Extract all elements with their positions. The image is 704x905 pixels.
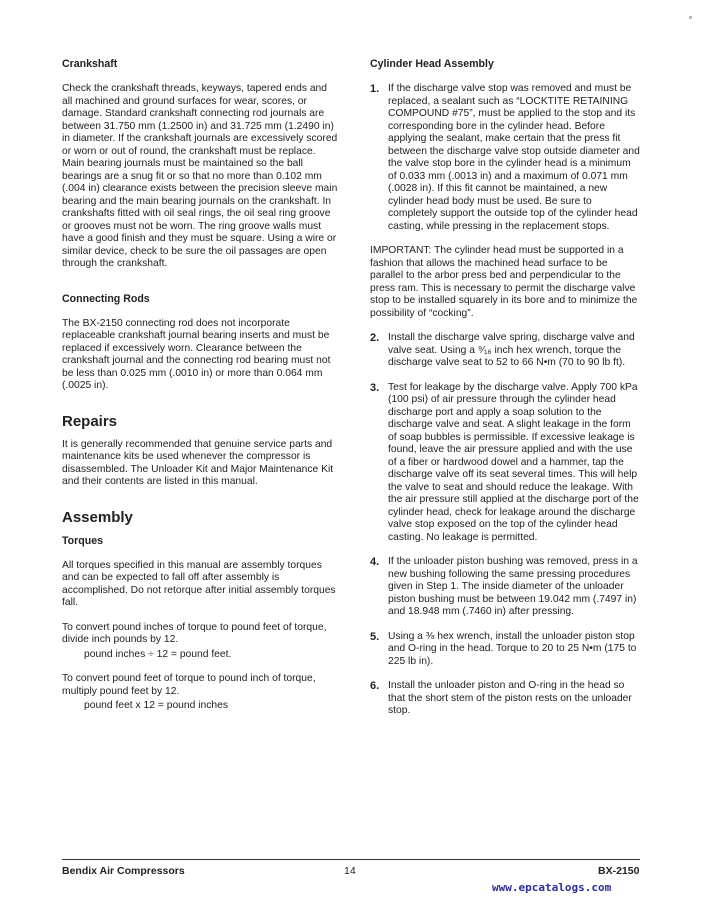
step-5: [370, 631, 640, 669]
step-1: [370, 83, 640, 233]
convert-inch-to-feet: To convert pound inches of torque to pound feet of torque, divide inch pounds by 12.: [62, 621, 327, 645]
formula-feet-to-inch: pound feet x 12 = pound inches: [84, 700, 228, 711]
step-6: [370, 680, 640, 718]
step-number: 6.: [370, 680, 380, 692]
step-number: 4.: [370, 556, 380, 568]
repairs-body: It is generally recommended that genuine service parts and maintenance kits be used whenever the compressor is disassembled. The Unloader Kit and Major Maintenance Kit and their contents are listed in this manual.: [62, 438, 334, 487]
formula-inch-to-feet: pound inches ÷ 12 = pound feet.: [84, 648, 232, 660]
torques-heading: Torques: [62, 534, 104, 547]
footer-divider: [62, 859, 640, 860]
step-2: [370, 332, 640, 370]
cylinder-head-heading: Cylinder Head Assembly: [370, 58, 494, 70]
connecting-rods-body: The BX-2150 connecting rod does not incorporate replaceable crankshaft journal bearing inserts and must be replaced if excessively worn. Clearance between the crankshaft journal and the connecting rod bearing must not be less than 0.025 mm (.0010 in) or more than 0.064 mm (.0025 in).: [62, 317, 331, 391]
torques-body: All torques specified in this manual are assembly torques and can be expected to fall off after assembly is accomplished. Do not retorque after initial assembly torques fall.: [62, 559, 336, 608]
step-text: Test for leakage by the discharge valve. Apply 700 kPa (100 psi) of air pressure through the cylinder head discharge port and apply a soap solution to the discharge valve and seat. A slight leakage in the form of soap bubbles is permissible. If excessive leakage is found, leave the air pressure applied and with the use of a fiber or hardwood dowel and a hammer, tap the discharge valve off its seat several times. This will help the valve to seat and should reduce the leakage. With the air pressure still applied at the discharge port of the cylinder head, check for leakage around the discharge valve stop exposed on the top of the cylinder head casting. No leakage is permitted.: [388, 381, 639, 543]
corner-mark: [689, 16, 692, 19]
crankshaft-body: Check the crankshaft threads, keyways, tapered ends and all machined and ground surfaces for wear, scores, or damage. Standard crankshaft connecting rod journals are between 31.750 mm (1.2500 in) and 31.725 mm (1.2490 in) in diameter. If the crankshaft journals are excessively scored or worn or out of round, the crankshaft must be replace. Main bearing journals must be maintained so the ball bearings are a snug fit or so that no more than 0.102 mm (.004 in) clearance exists between the precision sleeve main bearing and the main bearing journals on the crankshaft. In crankshafts fitted with oil seal rings, the oil seal ring groove or grooves must not be worn. The ring groove walls must have a good finish and they must be square. Using a wire or similar device, check to be sure the oil passages are open through the crankshaft.: [62, 83, 338, 269]
repairs-heading: Repairs: [62, 412, 118, 430]
step-number: 3.: [370, 381, 380, 394]
convert-feet-to-inch: To convert pound feet of torque to pound inch of torque, multiply pound feet by 12.: [62, 673, 316, 697]
assembly-heading: Assembly: [62, 508, 133, 526]
step-number: 5.: [370, 630, 380, 643]
step-number: 1.: [370, 83, 380, 95]
step-4: [370, 556, 640, 619]
step-number: 2.: [370, 332, 380, 344]
step-text: If the discharge valve stop was removed and must be replaced, a sealant such as “LOCKTITE RETAINING COMPOUND #75”, must be applied to the stop and its corresponding bore in the cylinder head. Before applying the sealant, make certain that the press fit between the discharge valve stop outside diameter and the valve stop bore in the cylinder head is a minimum of 0.033 mm (.0013 in) and a maximum of 0.071 mm (.0028 in). If this fit cannot be maintained, a new cylinder head body must be used. Be sure to completely support the outside top of the cylinder head casting, while pressing in the replacement stops.: [388, 83, 640, 232]
step-text: Using a ⅜ hex wrench, install the unloader piston stop and O-ring in the head. Torque to 20 to 25 N•m (175 to 225 lb in).: [388, 630, 637, 667]
step-text: Install the discharge valve spring, discharge valve and valve seat. Using a ⁹⁄₁₆ inch hex wrench, torque the discharge valve seat to 52 to 66 N•m (70 to 90 lb ft).: [388, 332, 635, 368]
step-3: [370, 382, 640, 545]
left-column: [62, 58, 338, 725]
watermark-link[interactable]: www.epcatalogs.com: [492, 881, 612, 894]
connecting-rods-heading: Connecting Rods: [62, 292, 150, 305]
step-text: Install the unloader piston and O-ring in the head so that the short stem of the piston rests on the unloader stop.: [388, 680, 632, 716]
footer-title: Bendix Air Compressors: [62, 865, 185, 877]
step-text: If the unloader piston bushing was removed, press in a new bushing following the same pressing procedures given in Step 1. The inside diameter of the unloader piston bushing must be between 19.042 mm (.7497 in) and 18.948 mm (.7460 in) after pressing.: [388, 556, 638, 617]
footer-model: BX-2150: [598, 865, 640, 877]
important-note: IMPORTANT: The cylinder head must be supported in a fashion that allows the machined head surface to be parallel to the arbor press bed and perpendicular to the press ram. This is necessary to permit the discharge valve stop to be installed squarely in its bore and to minimize the possibility of “cocking”.: [370, 245, 638, 319]
right-column: [370, 58, 640, 730]
page-number: 14: [344, 865, 356, 877]
crankshaft-heading: Crankshaft: [62, 58, 118, 70]
